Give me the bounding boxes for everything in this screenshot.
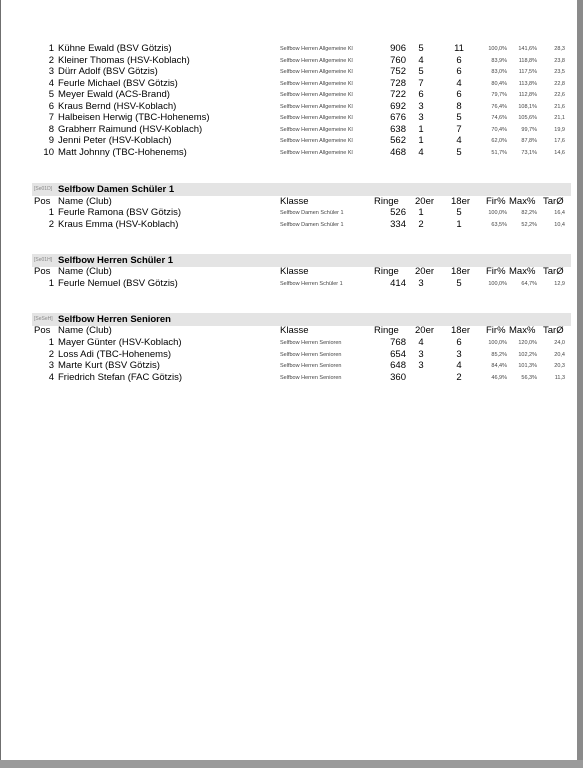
cell-name: Feurle Ramona (BSV Götzis) [58, 207, 182, 218]
table-row [1, 337, 577, 349]
cell-klasse: Selfbow Herren Allgemeine Kl [280, 69, 353, 75]
cell-tar: 28,3 [554, 46, 565, 52]
table-row [1, 43, 577, 55]
cell-max: 73,1% [521, 149, 537, 156]
cell-ringe: 334 [390, 219, 406, 230]
cell-pos: 2 [48, 348, 54, 360]
cell-z20: 4 [418, 54, 424, 66]
cell-max: 105,6% [518, 115, 537, 121]
column-header-fir: Fir% [486, 196, 506, 207]
cell-pos: 4 [48, 77, 54, 89]
table-row [1, 207, 577, 219]
cell-ringe: 638 [390, 123, 406, 135]
cell-z18: 5 [456, 112, 462, 123]
cell-z20: 1 [418, 123, 424, 135]
cell-tar: 20,3 [554, 363, 565, 370]
cell-tar: 22,6 [554, 92, 565, 98]
cell-tar: 24,0 [554, 340, 565, 346]
column-header-name: Name (Club) [58, 325, 112, 336]
cell-z18: 5 [456, 207, 462, 218]
cell-ringe: 360 [390, 372, 406, 384]
cell-fir: 79,7% [491, 92, 507, 98]
cell-max: 117,5% [518, 69, 537, 75]
cell-name: Marte Kurt (BSV Götzis) [58, 360, 160, 372]
cell-klasse: Selfbow Herren Allgemeine Kl [280, 80, 353, 87]
cell-fir: 83,0% [491, 69, 507, 75]
cell-ringe: 648 [390, 360, 406, 372]
cell-ringe: 654 [390, 348, 406, 360]
column-header-fir: Fir% [486, 325, 506, 336]
cell-pos: 4 [48, 372, 54, 384]
table-row [1, 112, 577, 124]
column-header-z18: 18er [451, 266, 471, 277]
cell-tar: 23,8 [554, 57, 565, 64]
cell-max: 108,1% [518, 103, 537, 110]
cell-z20: 2 [418, 219, 424, 230]
cell-fir: 46,9% [491, 375, 507, 382]
section-header [32, 183, 571, 196]
cell-z18: 6 [456, 89, 462, 100]
cell-fir: 70,4% [491, 126, 507, 133]
page-shadow-bottom [0, 760, 583, 768]
cell-klasse: Selfbow Herren Senioren [280, 363, 342, 370]
cell-max: 101,3% [518, 363, 537, 370]
cell-klasse: Selfbow Herren Senioren [280, 375, 342, 382]
column-header-klasse: Klasse [280, 266, 309, 277]
table-row [1, 135, 577, 147]
section-code: [Se01D] [34, 186, 53, 192]
cell-z18: 6 [456, 337, 462, 348]
cell-z20: 4 [418, 337, 424, 348]
cell-z18: 4 [456, 77, 462, 89]
cell-fir: 62,0% [491, 138, 507, 144]
cell-fir: 51,7% [491, 149, 507, 156]
cell-max: 56,3% [521, 375, 537, 382]
column-header-row [1, 266, 577, 278]
cell-fir: 100,0% [488, 210, 507, 216]
cell-max: 52,2% [521, 222, 537, 228]
cell-tar: 21,6 [554, 103, 565, 110]
results-page [1, 0, 577, 768]
table-row [1, 124, 577, 136]
cell-fir: 80,4% [491, 80, 507, 87]
column-header-tar: TarØ [543, 196, 564, 207]
column-header-max: Max% [509, 266, 536, 277]
section-title: Selfbow Damen Schüler 1 [58, 184, 175, 195]
cell-ringe: 768 [390, 337, 406, 348]
cell-name: Meyer Ewald (ACS-Brand) [58, 89, 170, 100]
column-header-max: Max% [509, 325, 536, 336]
section-code: [Se01H] [34, 257, 53, 263]
cell-ringe: 722 [390, 89, 406, 100]
table-row [1, 278, 577, 290]
cell-klasse: Selfbow Herren Allgemeine Kl [280, 138, 353, 144]
cell-klasse: Selfbow Herren Allgemeine Kl [280, 115, 353, 121]
page-shadow-right [577, 0, 583, 768]
cell-z18: 11 [454, 43, 464, 54]
cell-z18: 5 [456, 146, 462, 158]
cell-tar: 20,4 [554, 351, 565, 358]
cell-name: Kraus Emma (HSV-Koblach) [58, 219, 179, 230]
cell-name: Loss Adi (TBC-Hohenems) [58, 348, 171, 360]
table-row [1, 372, 577, 384]
section-title: Selfbow Herren Schüler 1 [58, 255, 174, 266]
column-header-z20: 20er [415, 196, 435, 207]
cell-max: 82,2% [521, 210, 537, 216]
cell-z20: 5 [418, 66, 424, 77]
cell-fir: 76,4% [491, 103, 507, 110]
table-row [1, 55, 577, 67]
cell-pos: 1 [48, 337, 54, 348]
cell-tar: 17,6 [554, 138, 565, 144]
cell-z18: 3 [456, 348, 462, 360]
cell-pos: 5 [48, 89, 54, 100]
cell-z20: 5 [418, 43, 424, 54]
cell-name: Feurle Michael (BSV Götzis) [58, 77, 178, 89]
cell-fir: 85,2% [491, 351, 507, 358]
cell-z18: 6 [456, 54, 462, 66]
column-header-pos: Pos [34, 325, 51, 336]
column-header-klasse: Klasse [280, 196, 309, 207]
cell-z20: 4 [418, 146, 424, 158]
cell-klasse: Selfbow Herren Senioren [280, 340, 342, 346]
section-code: [SeSeH] [34, 316, 53, 322]
column-header-row [1, 325, 577, 337]
cell-z20: 3 [418, 360, 424, 372]
cell-klasse: Selfbow Herren Allgemeine Kl [280, 126, 353, 133]
table-row [1, 349, 577, 361]
cell-pos: 7 [48, 112, 54, 123]
cell-klasse: Selfbow Damen Schüler 1 [280, 222, 344, 228]
cell-ringe: 752 [390, 66, 406, 77]
cell-z20: 3 [418, 348, 424, 360]
cell-name: Halbeisen Herwig (TBC-Hohenems) [58, 112, 210, 123]
cell-fir: 63,5% [491, 222, 507, 228]
cell-z20: 6 [418, 89, 424, 100]
cell-ringe: 906 [390, 43, 406, 54]
cell-z20: 7 [418, 77, 424, 89]
cell-tar: 19,9 [554, 126, 565, 133]
cell-max: 118,8% [518, 57, 537, 64]
cell-max: 113,8% [518, 80, 537, 87]
cell-z18: 4 [456, 135, 462, 146]
cell-fir: 84,4% [491, 363, 507, 370]
cell-z18: 2 [456, 372, 462, 384]
cell-klasse: Selfbow Herren Allgemeine Kl [280, 46, 353, 52]
column-header-fir: Fir% [486, 266, 506, 277]
cell-fir: 83,9% [491, 57, 507, 64]
cell-tar: 21,1 [554, 115, 565, 121]
cell-tar: 12,9 [554, 281, 565, 287]
cell-z18: 4 [456, 360, 462, 372]
cell-name: Mayer Günter (HSV-Koblach) [58, 337, 182, 348]
column-header-name: Name (Club) [58, 266, 112, 277]
cell-z20: 1 [418, 207, 424, 218]
cell-z20: 3 [418, 100, 424, 112]
column-header-tar: TarØ [543, 266, 564, 277]
cell-max: 99,7% [521, 126, 537, 133]
column-header-klasse: Klasse [280, 325, 309, 336]
table-row [1, 89, 577, 101]
cell-z18: 7 [456, 123, 462, 135]
cell-pos: 1 [48, 207, 54, 218]
table-row [1, 78, 577, 90]
cell-pos: 10 [43, 146, 54, 158]
section-title: Selfbow Herren Senioren [58, 314, 171, 325]
cell-z18: 1 [456, 219, 462, 230]
cell-tar: 10,4 [554, 222, 565, 228]
cell-ringe: 414 [390, 278, 406, 289]
cell-pos: 3 [48, 66, 54, 77]
table-row [1, 360, 577, 372]
table-row [1, 147, 577, 159]
cell-name: Matt Johnny (TBC-Hohenems) [58, 146, 187, 158]
column-header-ringe: Ringe [374, 266, 399, 277]
column-header-pos: Pos [34, 196, 51, 207]
cell-name: Kühne Ewald (BSV Götzis) [58, 43, 172, 54]
cell-name: Kraus Bernd (HSV-Koblach) [58, 100, 177, 112]
cell-pos: 2 [48, 54, 54, 66]
cell-pos: 1 [48, 43, 54, 54]
cell-klasse: Selfbow Damen Schüler 1 [280, 210, 344, 216]
cell-name: Friedrich Stefan (FAC Götzis) [58, 372, 183, 384]
cell-pos: 8 [48, 123, 54, 135]
cell-z20: 3 [418, 112, 424, 123]
cell-ringe: 676 [390, 112, 406, 123]
column-header-name: Name (Club) [58, 196, 112, 207]
cell-max: 120,0% [518, 340, 537, 346]
cell-name: Kleiner Thomas (HSV-Koblach) [58, 54, 190, 66]
cell-klasse: Selfbow Herren Allgemeine Kl [280, 149, 353, 156]
cell-z18: 8 [456, 100, 462, 112]
cell-name: Grabherr Raimund (HSV-Koblach) [58, 123, 203, 135]
cell-tar: 16,4 [554, 210, 565, 216]
cell-z18: 6 [456, 66, 462, 77]
cell-fir: 74,6% [491, 115, 507, 121]
column-header-tar: TarØ [543, 325, 564, 336]
cell-klasse: Selfbow Herren Allgemeine Kl [280, 103, 353, 110]
cell-klasse: Selfbow Herren Schüler 1 [280, 281, 343, 287]
cell-klasse: Selfbow Herren Allgemeine Kl [280, 92, 353, 98]
cell-ringe: 692 [390, 100, 406, 112]
cell-pos: 2 [48, 219, 54, 230]
table-row [1, 219, 577, 231]
cell-max: 141,6% [518, 46, 537, 52]
column-header-ringe: Ringe [374, 196, 399, 207]
cell-tar: 14,6 [554, 149, 565, 156]
cell-klasse: Selfbow Herren Allgemeine Kl [280, 57, 353, 64]
cell-fir: 100,0% [488, 281, 507, 287]
cell-name: Feurle Nemuel (BSV Götzis) [58, 278, 178, 289]
cell-ringe: 468 [390, 146, 406, 158]
table-row [1, 66, 577, 78]
cell-max: 102,2% [518, 351, 537, 358]
cell-max: 112,8% [518, 92, 537, 98]
cell-pos: 1 [48, 278, 54, 289]
cell-tar: 23,5 [554, 69, 565, 75]
cell-klasse: Selfbow Herren Senioren [280, 351, 342, 358]
cell-tar: 22,8 [554, 80, 565, 87]
table-row [1, 101, 577, 113]
cell-z20: 1 [418, 135, 424, 146]
column-header-ringe: Ringe [374, 325, 399, 336]
cell-ringe: 526 [390, 207, 406, 218]
cell-name: Jenni Peter (HSV-Koblach) [58, 135, 172, 146]
cell-pos: 3 [48, 360, 54, 372]
cell-fir: 100,0% [488, 46, 507, 52]
cell-pos: 6 [48, 100, 54, 112]
cell-name: Dürr Adolf (BSV Götzis) [58, 66, 158, 77]
cell-z18: 5 [456, 278, 462, 289]
column-header-z20: 20er [415, 325, 435, 336]
cell-z20: 3 [418, 278, 424, 289]
cell-max: 64,7% [521, 281, 537, 287]
cell-ringe: 760 [390, 54, 406, 66]
cell-ringe: 562 [390, 135, 406, 146]
column-header-z20: 20er [415, 266, 435, 277]
column-header-z18: 18er [451, 325, 471, 336]
column-header-max: Max% [509, 196, 536, 207]
cell-ringe: 728 [390, 77, 406, 89]
cell-tar: 11,3 [554, 375, 565, 382]
cell-max: 87,8% [521, 138, 537, 144]
cell-pos: 9 [48, 135, 54, 146]
column-header-pos: Pos [34, 266, 51, 277]
cell-fir: 100,0% [488, 340, 507, 346]
column-header-z18: 18er [451, 196, 471, 207]
